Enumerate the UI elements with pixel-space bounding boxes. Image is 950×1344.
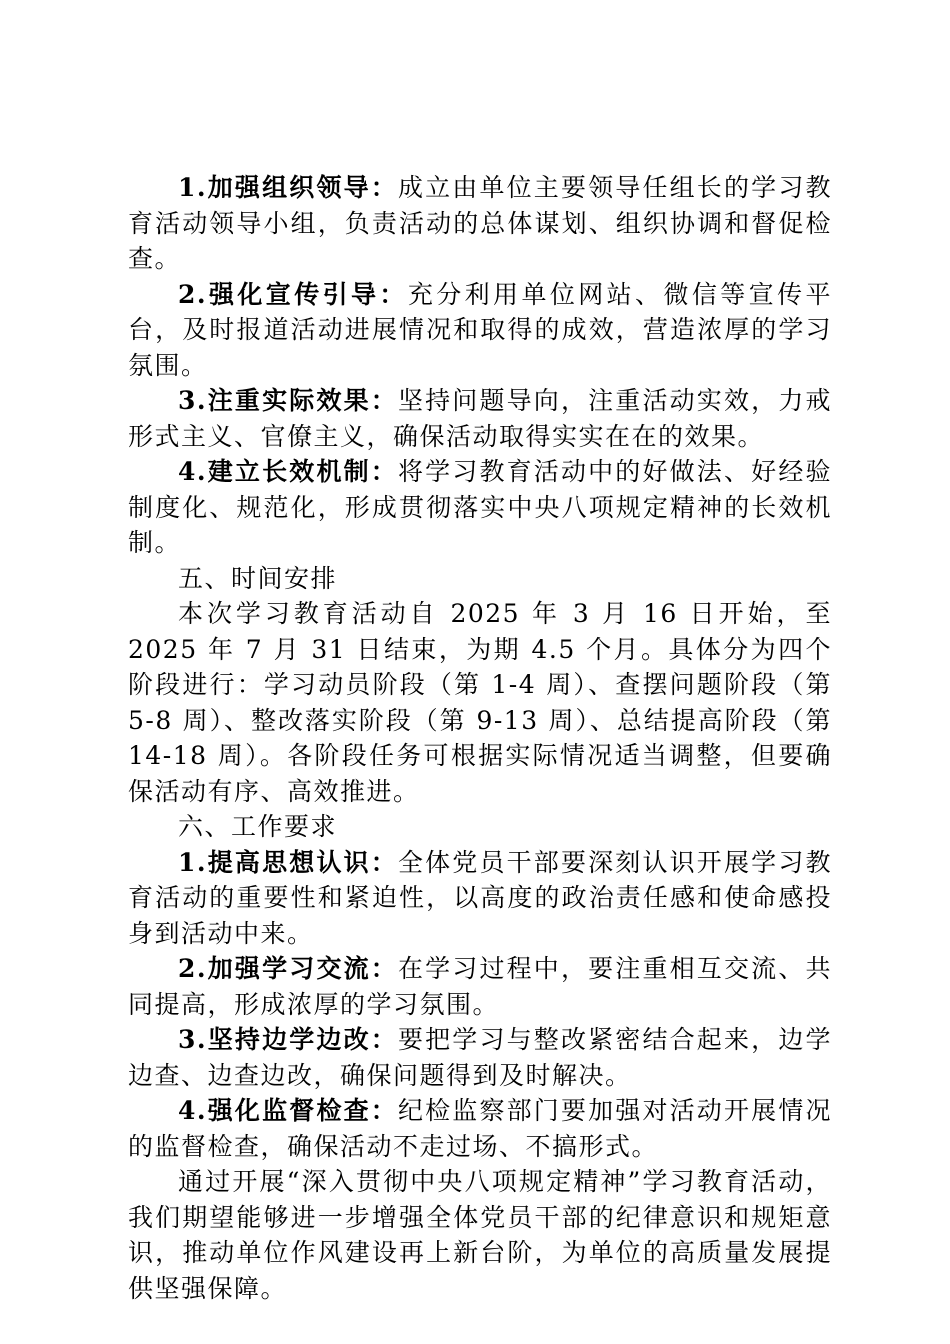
- paragraph-lead: 4.强化监督检查：: [178, 1096, 398, 1125]
- paragraph-text: 六、工作要求: [178, 812, 338, 841]
- paragraph-schedule: [128, 596, 832, 809]
- section-heading-schedule: [128, 561, 832, 597]
- paragraph-org-leadership: [128, 170, 832, 277]
- paragraph-lead: 3.注重实际效果：: [178, 386, 398, 415]
- paragraph-text: 坚持问题导向，注重活动实效，力戒形式主义、官僚主义，确保活动取得实实在在的效果。: [128, 386, 832, 451]
- paragraph-exchange: [128, 951, 832, 1022]
- paragraph-lead: 4.建立长效机制：: [178, 457, 398, 486]
- paragraph-text: 充分利用单位网站、微信等宣传平台，及时报道活动进展情况和取得的成效，营造浓厚的学习氛围。: [128, 279, 832, 380]
- paragraph-practical-effect: [128, 383, 832, 454]
- paragraph-text: 在学习过程中，要注重相互交流、共同提高，形成浓厚的学习氛围。: [128, 954, 832, 1019]
- paragraph-text: 本次学习教育活动自 2025 年 3 月 16 日开始，至 2025 年 7 月 31 日结束，为期 4.5 个月。具体分为四个阶段进行：学习动员阶段（第 1-4 周）、查摆问题阶段（第 5-8 周）、整改落实阶段（第 9-13 周）、总结提高阶段（第 14-18 周）。各阶段任务可根据实际情况适当调整，但要确保活动有序、高效推进。: [128, 599, 832, 806]
- paragraph-conclusion: [128, 1164, 832, 1306]
- paragraph-lead: 1.加强组织领导：: [178, 173, 398, 202]
- paragraph-text: 成立由单位主要领导任组长的学习教育活动领导小组，负责活动的总体谋划、组织协调和督促检查。: [128, 173, 832, 273]
- paragraph-publicity: [128, 277, 832, 384]
- paragraph-lead: 3.坚持边学边改：: [178, 1025, 398, 1054]
- paragraph-lead: 2.强化宣传引导：: [178, 279, 408, 309]
- document-body: [128, 170, 832, 1306]
- paragraph-text: 通过开展“深入贯彻中央八项规定精神”学习教育活动，我们期望能够进一步增强全体党员干部的纪律意识和规矩意识，推动单位作风建设再上新台阶，为单位的高质量发展提供坚强保障。: [128, 1167, 832, 1303]
- section-heading-requirements: [128, 809, 832, 845]
- paragraph-long-term-mechanism: [128, 454, 832, 561]
- paragraph-awareness: [128, 845, 832, 952]
- paragraph-text: 纪检监察部门要加强对活动开展情况的监督检查，确保活动不走过场、不搞形式。: [128, 1096, 832, 1161]
- paragraph-text: 要把学习与整改紧密结合起来，边学边查、边查边改，确保问题得到及时解决。: [128, 1025, 832, 1090]
- paragraph-lead: 2.加强学习交流：: [178, 954, 398, 983]
- paragraph-text: 将学习教育活动中的好做法、好经验制度化、规范化，形成贯彻落实中央八项规定精神的长效机制。: [128, 457, 832, 557]
- paragraph-learn-and-rectify: [128, 1022, 832, 1093]
- paragraph-supervision: [128, 1093, 832, 1164]
- paragraph-text: 全体党员干部要深刻认识开展学习教育活动的重要性和紧迫性，以高度的政治责任感和使命感投身到活动中来。: [128, 847, 832, 948]
- paragraph-text: 五、时间安排: [178, 563, 338, 593]
- paragraph-lead: 1.提高思想认识：: [178, 847, 398, 877]
